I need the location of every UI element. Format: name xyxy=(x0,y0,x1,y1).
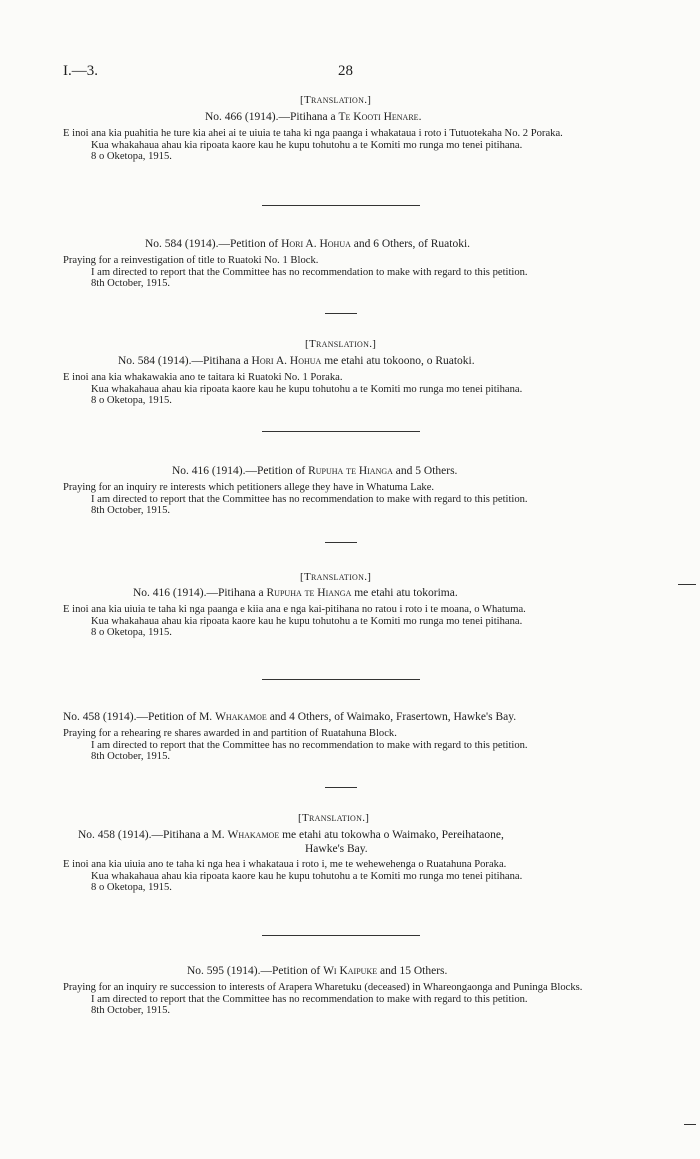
petition-body xyxy=(63,372,627,407)
petition-title xyxy=(187,965,447,977)
petition-prayer: E inoi ana kia puahitia he ture kia ahei ai te uiuia te taha ki nga paanga i whakataua i roto i Tutuotekaha No. 2 Poraka. xyxy=(63,128,563,139)
margin-mark xyxy=(684,1124,696,1125)
title-text: and 4 Others, of Waimako, Frasertown, Hawke's Bay. xyxy=(266,711,517,723)
committee-report: I am directed to report that the Committee has no recommendation to make with regard to this petition. xyxy=(91,739,528,751)
report-date: 8th October, 1915. xyxy=(91,1005,171,1017)
petition-body xyxy=(63,604,627,639)
petition-prayer: E inoi ana kia uiuia te taha ki nga paanga e kiia ana e nga kai-pitihana no ratou i roto i te moana, o Whatuma. xyxy=(63,604,526,615)
petition-title xyxy=(205,111,421,123)
petition-title-continued: Hawke's Bay. xyxy=(305,843,368,855)
petitioner-name: Hori A. Hohua xyxy=(281,238,351,250)
report-date: 8 o Oketopa, 1915. xyxy=(91,395,172,407)
petition-title xyxy=(172,465,457,477)
title-text: No. 416 (1914).—Petition of xyxy=(172,465,309,477)
title-text: . xyxy=(418,111,422,123)
petitioner-name: Te Kooti Henare xyxy=(338,111,419,123)
title-text: No. 416 (1914).—Pitihana a xyxy=(133,587,267,599)
petition-prayer: Praying for a reinvestigation of title to Ruatoki No. 1 Block. xyxy=(63,255,319,266)
section-divider xyxy=(262,935,420,936)
report-date: 8th October, 1915. xyxy=(91,505,171,517)
petitioner-name: Whakamoe xyxy=(227,829,280,841)
petition-body xyxy=(63,128,627,163)
committee-report: I am directed to report that the Committee has no recommendation to make with regard to this petition. xyxy=(91,266,528,278)
committee-report: I am directed to report that the Committee has no recommendation to make with regard to this petition. xyxy=(91,993,528,1005)
petition-body xyxy=(63,982,627,1017)
petitioner-name: Rupuha te Hianga xyxy=(266,587,352,599)
petitioner-name: Wi Kaipuke xyxy=(323,965,378,977)
title-text: me etahi atu tokowha o Waimako, Pereihataone, xyxy=(279,829,504,841)
short-divider xyxy=(325,313,357,314)
title-text: and 15 Others. xyxy=(377,965,448,977)
title-text: No. 595 (1914).—Petition of xyxy=(187,965,324,977)
section-divider xyxy=(262,205,420,206)
report-date: 8th October, 1915. xyxy=(91,278,171,290)
petition-title xyxy=(78,829,504,841)
petition-prayer: E inoi ana kia whakawakia ano te taitara ki Ruatoki No. 1 Poraka. xyxy=(63,372,343,383)
title-text: No. 584 (1914).—Petition of xyxy=(145,238,282,250)
title-text: me etahi atu tokoono, o Ruatoki. xyxy=(321,355,475,367)
report-date: 8 o Oketopa, 1915. xyxy=(91,151,172,163)
title-text: and 6 Others, of Ruatoki. xyxy=(350,238,471,250)
document-reference: I.—3. xyxy=(63,63,98,79)
section-divider xyxy=(262,431,420,432)
title-text: No. 458 (1914).—Pitihana a M. xyxy=(78,829,228,841)
title-text: No. 466 (1914).—Pitihana a xyxy=(205,111,339,123)
section-divider xyxy=(262,679,420,680)
title-text: me etahi atu tokorima. xyxy=(351,587,458,599)
short-divider xyxy=(325,787,357,788)
petitioner-name: Rupuha te Hianga xyxy=(308,465,393,477)
committee-report: Kua whakahaua ahau kia ripoata kaore kau he kupu tohutohu a te Komiti mo runga mo tenei pitihana. xyxy=(91,870,523,882)
petitioner-name: Whakamoe xyxy=(215,711,267,723)
translation-label: [Translation.] xyxy=(300,571,372,583)
petition-title xyxy=(118,355,475,367)
page-number: 28 xyxy=(338,63,353,79)
petition-title xyxy=(133,587,458,599)
title-text: No. 458 (1914).—Petition of M. xyxy=(63,711,216,723)
petition-prayer: Praying for a rehearing re shares awarded in and partition of Ruatahuna Block. xyxy=(63,728,397,739)
translation-label: [Translation.] xyxy=(300,94,372,106)
petition-body xyxy=(63,859,627,894)
petition-body xyxy=(63,482,627,517)
petition-title xyxy=(63,711,516,723)
petition-title xyxy=(145,238,470,250)
committee-report: Kua whakahaua ahau kia ripoata kaore kau he kupu tohutohu a te Komiti mo runga mo tenei pitihana. xyxy=(91,139,523,151)
petitioner-name: Hori A. Hohua xyxy=(251,355,322,367)
title-text: No. 584 (1914).—Pitihana a xyxy=(118,355,252,367)
committee-report: Kua whakahaua ahau kia ripoata kaore kau he kupu tohutohu a te Komiti mo runga mo tenei pitihana. xyxy=(91,615,523,627)
short-divider xyxy=(325,542,357,543)
petition-prayer: Praying for an inquiry re interests which petitioners allege they have in Whatuma Lake. xyxy=(63,482,435,493)
report-date: 8th October, 1915. xyxy=(91,751,171,763)
report-date: 8 o Oketopa, 1915. xyxy=(91,627,172,639)
petition-body xyxy=(63,728,627,763)
translation-label: [Translation.] xyxy=(305,338,377,350)
translation-label: [Translation.] xyxy=(298,812,370,824)
petition-prayer: E inoi ana kia uiuia ano te taha ki nga hea i whakataua i roto i, me te wehewehenga o Ruatahuna Poraka. xyxy=(63,859,507,870)
petition-body xyxy=(63,255,627,290)
title-text: and 5 Others. xyxy=(392,465,458,477)
committee-report: I am directed to report that the Committee has no recommendation to make with regard to this petition. xyxy=(91,493,528,505)
petition-prayer: Praying for an inquiry re succession to interests of Arapera Wharetuku (deceased) in Whareongaonga and Puninga Blocks. xyxy=(63,982,583,993)
report-date: 8 o Oketopa, 1915. xyxy=(91,882,172,894)
margin-mark xyxy=(678,584,696,585)
committee-report: Kua whakahaua ahau kia ripoata kaore kau he kupu tohutohu a te Komiti mo runga mo tenei pitihana. xyxy=(91,383,523,395)
